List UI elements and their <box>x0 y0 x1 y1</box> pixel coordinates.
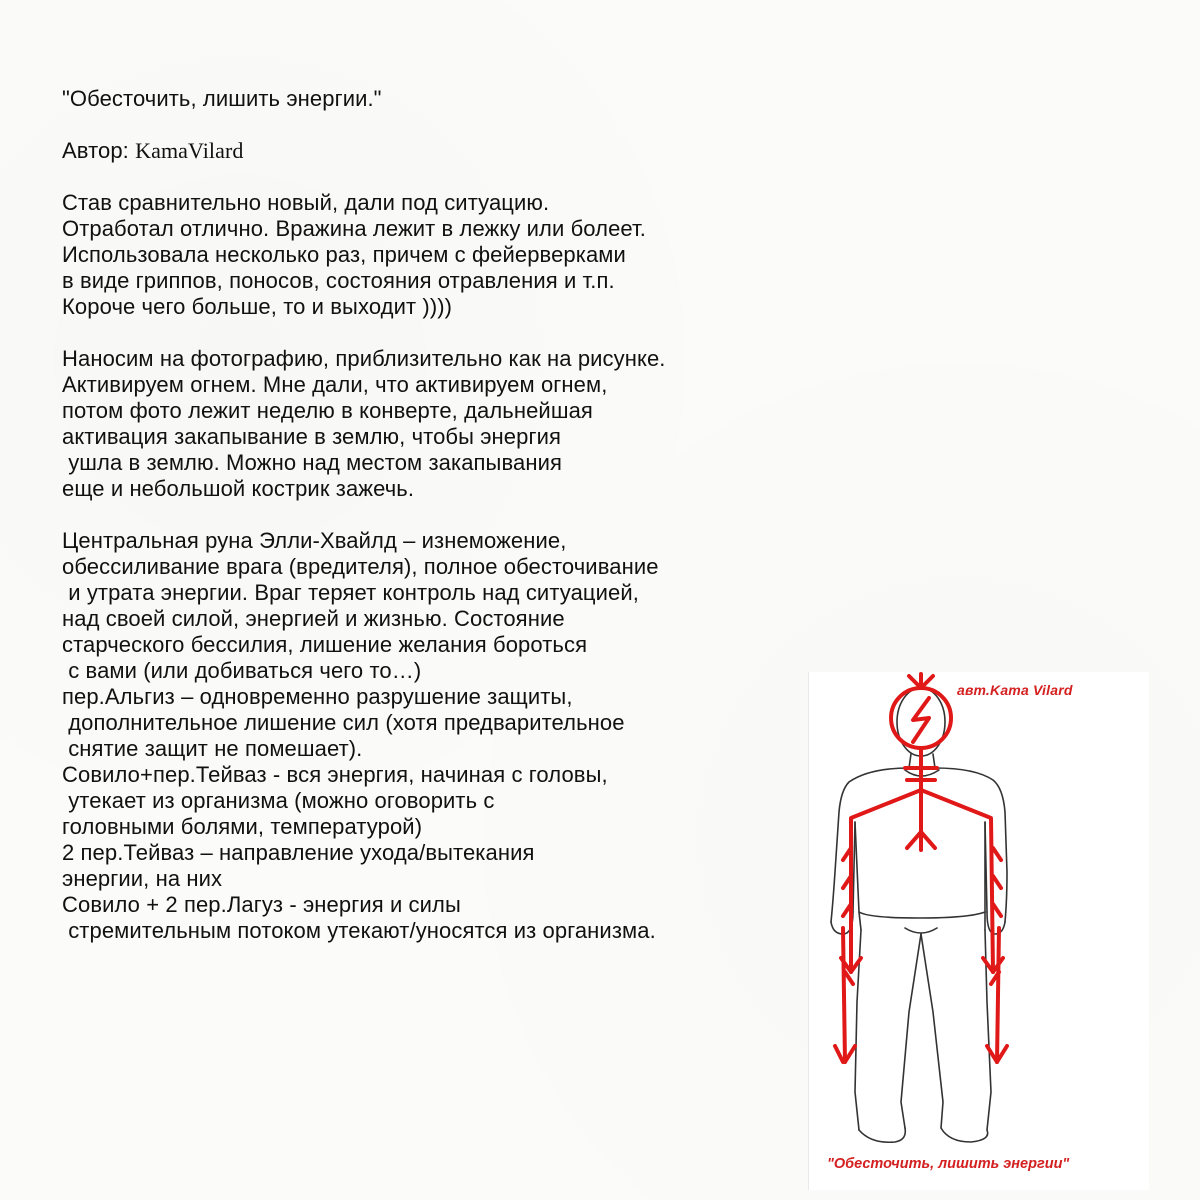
text-line: Совило + 2 пер.Лагуз - энергия и силы <box>62 892 461 917</box>
text-line: ушла в землю. Можно над местом закапывания <box>62 450 562 475</box>
text-line: обессиливание врага (вредителя), полное обесточивание <box>62 554 659 579</box>
text-line: потом фото лежит неделю в конверте, дальнейшая <box>62 398 593 423</box>
text-line: и утрата энергии. Враг теряет контроль над ситуацией, <box>62 580 639 605</box>
text-line: Активируем огнем. Мне дали, что активируем огнем, <box>62 372 608 397</box>
paragraph-intro <box>62 190 822 320</box>
text-line: еще и небольшой кострик зажечь. <box>62 476 415 501</box>
text-line: Короче чего больше, то и выходит )))) <box>62 294 453 319</box>
text-line: утекает из организма (можно оговорить с <box>62 788 495 813</box>
figure-author-caption: авт.Kama Vilard <box>957 682 1073 698</box>
paragraph-instructions <box>62 346 822 502</box>
text-line: 2 пер.Тейваз – направление ухода/вытекания <box>62 840 535 865</box>
paragraph-rune-description <box>62 528 822 944</box>
text-line: в виде гриппов, поносов, состояния отравления и т.п. <box>62 268 615 293</box>
rune-figure <box>808 672 1149 1190</box>
text-line: головными болями, температурой) <box>62 814 423 839</box>
text-line: над своей силой, энергией и жизнью. Состояние <box>62 606 565 631</box>
author-name: KamaVilard <box>135 138 244 163</box>
text-line: пер.Альгиз – одновременно разрушение защиты, <box>62 684 573 709</box>
author-label: Автор: <box>62 138 136 163</box>
rune-lines <box>835 674 1007 1062</box>
text-line: Использовала несколько раз, причем с фейерверками <box>62 242 626 267</box>
text-line: снятие защит не помешает). <box>62 736 363 761</box>
author-line <box>62 138 822 164</box>
figure-title-caption: "Обесточить, лишить энергии" <box>827 1156 1070 1172</box>
text-line: стремительным потоком утекают/уносятся из организма. <box>62 918 656 943</box>
article-text <box>62 86 822 944</box>
text-line: Наносим на фотографию, приблизительно как на рисунке. <box>62 346 666 371</box>
man-drawing <box>809 672 1149 1190</box>
text-line: энергии, на них <box>62 866 223 891</box>
text-line: активация закапывание в землю, чтобы энергия <box>62 424 562 449</box>
article-title: "Обесточить, лишить энергии." <box>62 86 382 111</box>
text-line: дополнительное лишение сил (хотя предварительное <box>62 710 625 735</box>
text-line: Центральная руна Элли-Хвайлд – изнеможение, <box>62 528 567 553</box>
text-line: старческого бессилия, лишение желания бороться <box>62 632 588 657</box>
text-line: с вами (или добиваться чего то…) <box>62 658 422 683</box>
text-line: Став сравнительно новый, дали под ситуацию. <box>62 190 550 215</box>
text-line: Отработал отлично. Вражина лежит в лежку или болеет. <box>62 216 646 241</box>
text-line: Совило+пер.Тейваз - вся энергия, начиная с головы, <box>62 762 608 787</box>
